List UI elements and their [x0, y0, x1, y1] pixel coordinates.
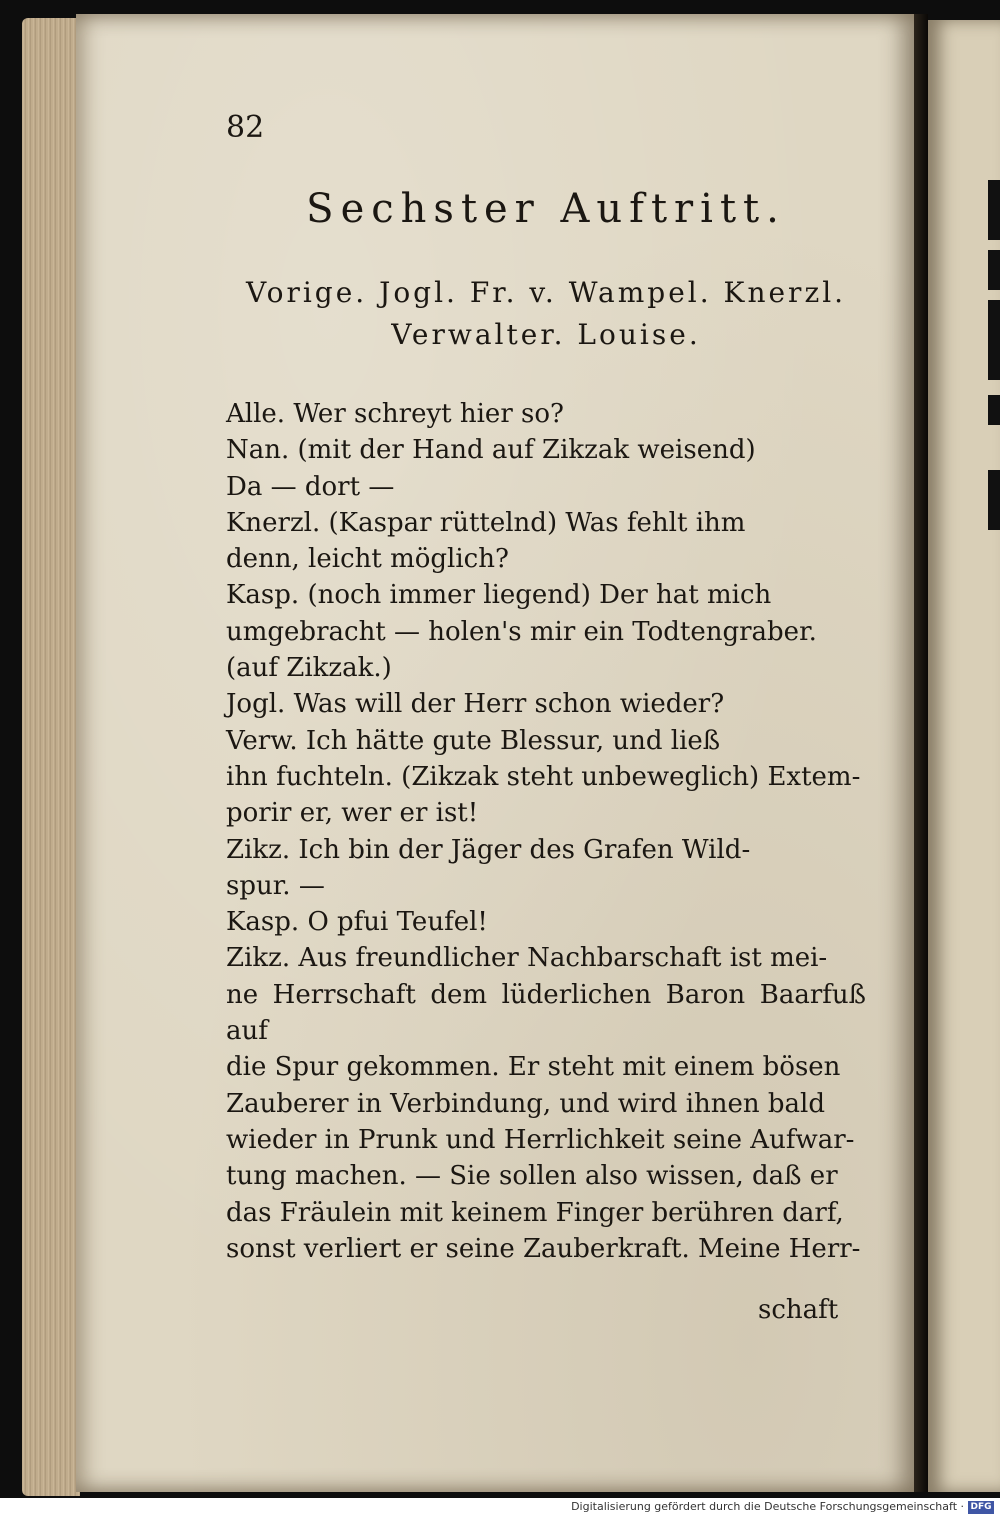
- book-gutter: [914, 14, 928, 1492]
- cast-list: [226, 272, 866, 356]
- cast-line-2: Verwalter. Louise.: [391, 318, 701, 351]
- scan-edge-marks: [988, 0, 1000, 1518]
- cast-line-1: Vorige. Jogl. Fr. v. Wampel. Knerzl.: [245, 276, 847, 309]
- book-page-edges: [22, 18, 80, 1496]
- dialogue-text: Alle. Wer schreyt hier so? Nan. (mit der Hand auf Zikzak weisend) Da — dort — Knerzl. (Kaspar rüttelnd) Was fehlt ihm denn, leicht möglich? Kasp. (noch immer liegend) Der hat mich umgebracht — holen's mir ein Todtengraber. (auf Zikzak.) Jogl. Was will der Herr schon wieder? Verw. Ich hätte gute Blessur, und ließ ihn fuchteln. (Zikzak steht unbeweglich) Extem- porir er, wer er ist! Zikz. Ich bin der Jäger des Grafen Wild- spur. — Kasp. O pfui Teufel! Zikz. Aus freundlicher Nachbarschaft ist mei- ne Herrschaft dem lüderlichen Baron Baarfuß auf die Spur gekommen. Er steht mit einem bösen Zauberer in Verbindung, und wird ihnen bald wieder in Prunk und Herrlichkeit seine Aufwar- tung machen. — Sie sollen also wissen, daß er das Fräulein mit keinem Finger berühren darf, sonst verliert er seine Zauberkraft. Meine Herr-: [226, 399, 866, 1264]
- page-number: 82: [226, 110, 265, 145]
- dfg-logo-icon: DFG: [968, 1501, 994, 1514]
- catchword: schaft: [758, 1295, 839, 1325]
- digitization-footer: [0, 1498, 1000, 1518]
- footer-credit: Digitalisierung gefördert durch die Deutsche Forschungsgemeinschaft ·: [571, 1500, 964, 1513]
- scene-title: Sechster Auftritt.: [306, 186, 786, 232]
